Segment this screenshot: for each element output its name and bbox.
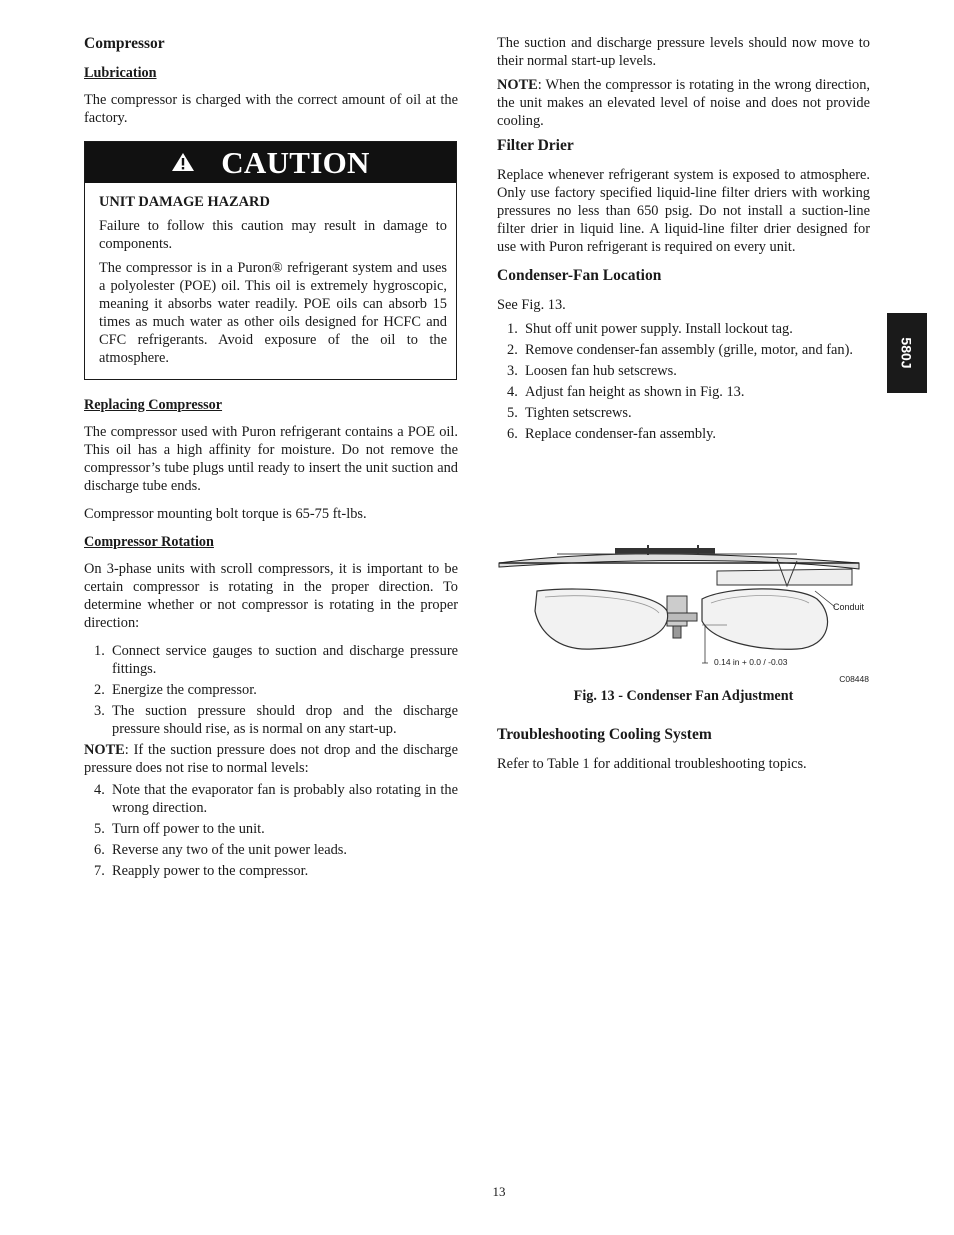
troubleshooting-heading: Troubleshooting Cooling System	[497, 726, 712, 743]
caution-header	[85, 142, 456, 183]
right-column	[497, 34, 870, 453]
list-item: 7. Reapply power to the compressor.	[94, 863, 309, 879]
condenser-fan-heading: Condenser-Fan Location	[497, 267, 662, 284]
intro-text: The suction and discharge pressure levels should now move to their normal start-up levels.	[497, 35, 870, 69]
compressor-heading: Compressor	[84, 35, 165, 52]
troubleshooting-section	[497, 725, 870, 783]
troubleshooting-text: Refer to Table 1 for additional troubleshooting topics.	[497, 756, 807, 772]
list-item: 1. Shut off unit power supply. Install lockout tag.	[507, 321, 793, 337]
replacing-text-1: The compressor used with Puron refrigerant contains a POE oil. This oil has a high affinity for moisture. Do not remove the compressor’s tube plugs until ready to insert the unit suction and discharge tube ends.	[84, 424, 458, 494]
lubrication-text: The compressor is charged with the correct amount of oil at the factory.	[84, 92, 458, 126]
replacing-compressor-heading: Replacing Compressor	[84, 397, 223, 413]
filter-drier-text: Replace whenever refrigerant system is exposed to atmosphere. Only use factory specified liquid-line filter driers with working pressures no less than 650 psig. Do not install a suction-line filter drier in liquid line. A liquid-line filter drier designed for use with Puron refrigerant is required on every unit.	[497, 167, 870, 255]
page-number: 13	[492, 1184, 506, 1199]
list-item: 5. Turn off power to the unit.	[94, 821, 265, 837]
see-figure-text: See Fig. 13.	[497, 297, 566, 313]
fan-steps	[497, 320, 870, 443]
caution-title: CAUTION	[221, 144, 370, 180]
filter-drier-heading: Filter Drier	[497, 137, 574, 154]
list-item: 1. Connect service gauges to suction and discharge pressure fittings.	[94, 643, 458, 677]
caution-text-2: The compressor is in a Puron® refrigerant system and uses a polyolester (POE) oil. This oil is extremely hygroscopic, meaning it absorbs water readily. POE oils can absorb 15 times as much water as other oils designed for HCFC and CFC refrigerants. Avoid exposure of the oil to the atmosphere.	[99, 260, 447, 366]
figure-caption: Fig. 13 - Condenser Fan Adjustment	[573, 688, 794, 704]
replacing-text-2: Compressor mounting bolt torque is 65-75 ft-lbs.	[84, 506, 367, 522]
rotation-steps-a	[84, 642, 458, 738]
list-item: 3. The suction pressure should drop and the discharge pressure should rise, as is normal on any start-up.	[94, 703, 458, 737]
list-item: 5. Tighten setscrews.	[507, 405, 632, 421]
rotation-text: On 3-phase units with scroll compressors, it is important to be certain compressor is rotating in the proper direction. To determine whether or not compressor is rotating in the proper direction:	[84, 561, 458, 631]
left-column	[84, 34, 458, 890]
rotation-note: NOTE: If the suction pressure does not drop and the discharge pressure does not rise to normal levels:	[84, 742, 458, 776]
condenser-fan-figure	[497, 541, 870, 691]
warning-triangle-icon	[171, 152, 195, 172]
dimension-label: 0.14 in + 0.0 / -0.03	[714, 657, 788, 667]
figure-code: C08448	[839, 674, 869, 684]
model-side-tab	[887, 313, 927, 393]
compressor-rotation-heading: Compressor Rotation	[84, 534, 214, 550]
list-item: 6. Replace condenser-fan assembly.	[507, 426, 716, 442]
fan-adjustment-diagram	[497, 541, 870, 691]
conduit-label: Conduit	[833, 602, 865, 612]
rotation-steps-b	[84, 781, 458, 880]
list-item: 2. Remove condenser-fan assembly (grille, motor, and fan).	[507, 342, 854, 358]
direction-note: NOTE: When the compressor is rotating in the wrong direction, the unit makes an elevated level of noise and does not provide cooling.	[497, 77, 870, 129]
caution-text-1: Failure to follow this caution may result in damage to components.	[99, 218, 447, 252]
list-item: 4. Note that the evaporator fan is probably also rotating in the wrong direction.	[94, 782, 458, 816]
list-item: 4. Adjust fan height as shown in Fig. 13.	[507, 384, 745, 400]
list-item: 3. Loosen fan hub setscrews.	[507, 363, 677, 379]
caution-box	[84, 141, 457, 380]
lubrication-heading: Lubrication	[84, 65, 157, 81]
caution-body	[85, 183, 456, 379]
list-item: 2. Energize the compressor.	[94, 682, 257, 698]
model-tab-label: 580J	[899, 337, 915, 369]
list-item: 6. Reverse any two of the unit power leads.	[94, 842, 347, 858]
hazard-title: UNIT DAMAGE HAZARD	[99, 194, 270, 210]
